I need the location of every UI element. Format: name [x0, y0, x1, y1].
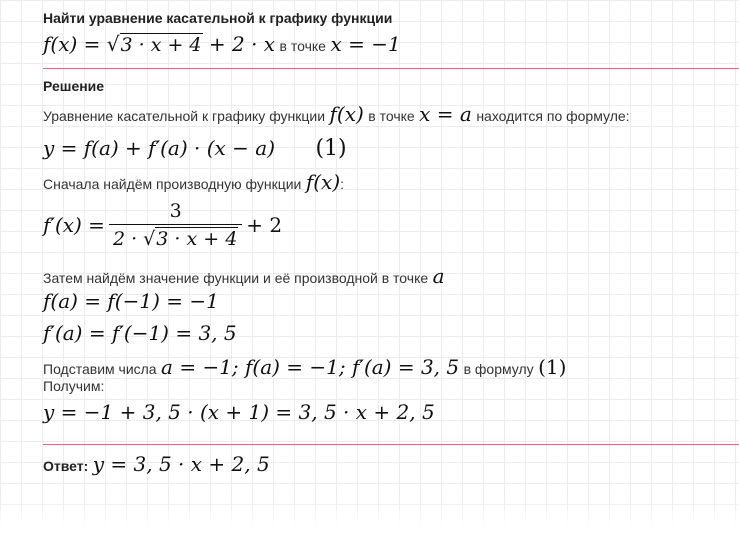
solution-heading: Решение: [43, 78, 105, 94]
answer-line: [43, 452, 270, 476]
tangent-formula: y = f(a) + f′(a) · (x − a): [43, 136, 276, 160]
function-lhs: f(x) =: [43, 32, 107, 56]
derivative-rest: + 2: [246, 213, 283, 237]
intro-text: Уравнение касательной к графику функции: [43, 108, 326, 124]
derivative-fraction: [109, 200, 242, 250]
result-line: [43, 400, 435, 424]
derivative-denominator: [109, 224, 242, 250]
separator-bottom: [43, 444, 739, 445]
at-point-label: в точке: [279, 38, 326, 54]
derivative-den-prefix: 2 ·: [112, 228, 144, 250]
values-intro-a: a: [432, 264, 445, 288]
intro-line: [43, 102, 630, 126]
value-fprime-line: [43, 321, 237, 345]
derivative-intro-text: Сначала найдём производную функции: [43, 176, 302, 192]
function-radical: 3 · x + 4: [120, 34, 202, 56]
derivative-intro-line: [43, 170, 344, 194]
intro-point: x = a: [419, 102, 472, 126]
derivative-formula: [43, 200, 282, 250]
substitute-values: a = −1; f(a) = −1; f′(a) = 3, 5: [161, 355, 460, 379]
intro-formula-text: находится по формуле:: [476, 108, 630, 124]
tangent-formula-line: [43, 136, 347, 161]
intro-at-point: в точке: [368, 108, 415, 124]
derivative-den-radical: 3 · x + 4: [156, 228, 238, 250]
substitute-line: [43, 355, 566, 379]
value-f-line: [43, 289, 219, 313]
substitute-text: Подставим числа: [43, 361, 157, 377]
derivative-intro-colon: :: [340, 176, 345, 192]
values-intro-line: [43, 264, 445, 288]
substitute-into-text: в формулу: [463, 361, 534, 377]
sqrt-icon: √: [143, 228, 156, 250]
point-expression: x = −1: [330, 32, 401, 56]
answer-label: Ответ:: [43, 458, 89, 474]
substitute-formula-ref: (1): [538, 355, 567, 379]
value-fprime: f′(a) = f′(−1) = 3, 5: [43, 321, 237, 345]
intro-fx: f(x): [329, 102, 364, 126]
function-rest: + 2 · x: [202, 32, 276, 56]
derivative-intro-fx: f(x): [305, 170, 341, 194]
separator-top: [43, 68, 739, 69]
sqrt-icon: √: [106, 32, 120, 56]
derivative-lhs: f′(x) =: [43, 213, 105, 237]
value-f: f(a) = f(−1) = −1: [43, 289, 219, 313]
answer-expression: y = 3, 5 · x + 2, 5: [92, 452, 270, 476]
values-intro-text: Затем найдём значение функции и её производной в точке: [43, 270, 429, 286]
result-expression: y = −1 + 3, 5 · (x + 1) = 3, 5 · x + 2, 5: [43, 400, 435, 424]
obtain-text: Получим:: [43, 378, 105, 394]
task-heading: Найти уравнение касательной к графику функции: [43, 10, 393, 26]
bottom-fade: [0, 500, 739, 539]
formula-number: (1): [315, 136, 347, 161]
derivative-numerator: 3: [169, 200, 182, 222]
function-definition: [43, 32, 401, 56]
